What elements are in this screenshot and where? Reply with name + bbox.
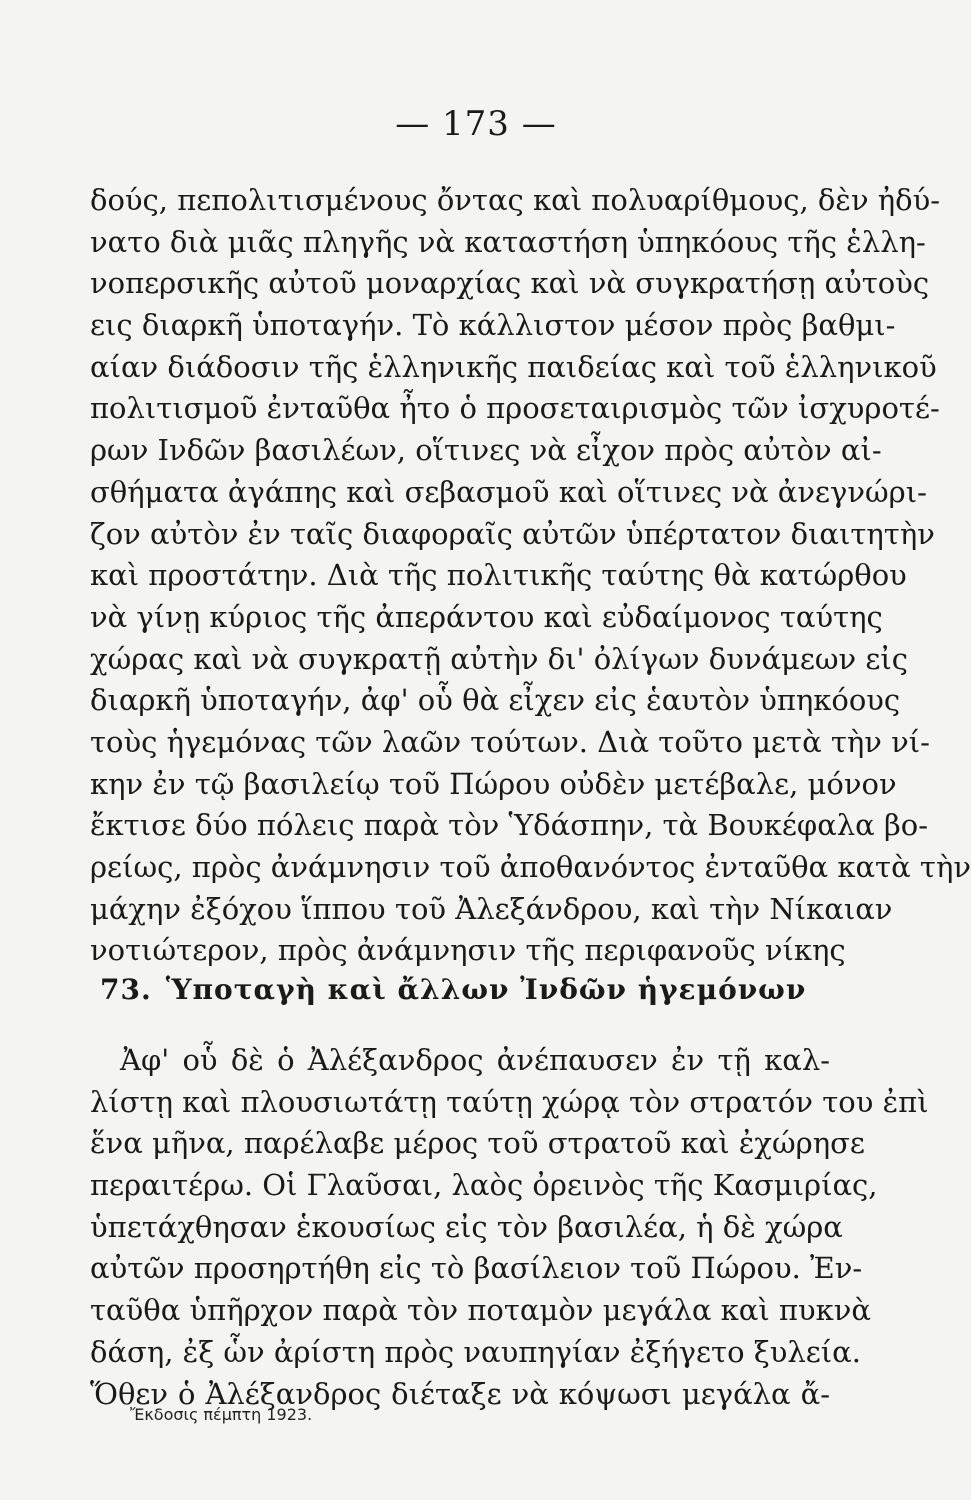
section-title: Ὑποταγὴ καὶ ἄλλων Ἰνδῶν ἡγεμόνων — [165, 973, 807, 1006]
text-line: δάση, ἐξ ὧν ἀρίστη πρὸς ναυπηγίαν ἐξήγετο ξυλεία. — [90, 1334, 861, 1369]
text-line: ἕνα μῆνα, παρέλαβε μέρος τοῦ στρατοῦ καὶ ἐχώρησε — [90, 1126, 865, 1161]
text-line: νατο διὰ μιᾶς πληγῆς νὰ καταστήση ὑπηκόους τῆς ἑλλη- — [90, 224, 926, 259]
text-line: δούς, πεπολιτισμένους ὄντας καὶ πολυαρίθμους, δὲν ἠδύ- — [90, 183, 941, 217]
text-line: λίστῃ καὶ πλουσιωτάτῃ ταύτῃ χώρᾳ τὸν στρατόν του ἐπὶ — [90, 1084, 929, 1119]
text-line: νὰ γίνῃ κύριος τῆς ἀπεράντου καὶ εὐδαίμονος ταύτης — [90, 599, 883, 634]
text-line: μάχην ἐξόχου ἵππου τοῦ Ἀλεξάνδρου, καὶ τὴν Νίκαιαν — [90, 891, 893, 926]
section-number: 73. — [100, 973, 152, 1006]
text-line: Ὅθεν ὁ Ἀλέξανδρος διέταξε νὰ κόψωσι μεγάλα ἄ- — [90, 1376, 830, 1411]
page-number: — 173 — — [395, 104, 557, 144]
text-line: καὶ προστάτην. Διὰ τῆς πολιτικῆς ταύτης θὰ κατώρθου — [90, 558, 907, 593]
text-line: τοὺς ἡγεμόνας τῶν λαῶν τούτων. Διὰ τοῦτο μετὰ τὴν νί- — [90, 724, 930, 759]
text-line: νοπερσικῆς αὐτοῦ μοναρχίας καὶ νὰ συγκρατήσῃ αὐτοὺς — [90, 266, 930, 301]
text-line: νοτιώτερον, πρὸς ἀνάμνησιν τῆς περιφανοῦς νίκης — [90, 933, 846, 968]
text-line: περαιτέρω. Οἱ Γλαῦσαι, λαὸς ὀρεινὸς τῆς Κασμιρίας, — [90, 1168, 878, 1203]
text-line: κην ἐν τῷ βασιλείῳ τοῦ Πώρου οὐδὲν μετέβαλε, μόνον — [90, 766, 897, 801]
text-line: ἔκτισε δύο πόλεις παρὰ τὸν Ὑδάσπην, τὰ Βουκέφαλα βο- — [90, 808, 928, 843]
text-line: αίαν διάδοσιν τῆς ἑλληνικῆς παιδείας καὶ τοῦ ἑλληνικοῦ — [90, 349, 937, 384]
text-line: ζον αὐτὸν ἐν ταῖς διαφοραῖς αὐτῶν ὑπέρτατον διαιτητὴν — [90, 516, 935, 551]
text-line: ταῦθα ὑπῆρχον παρὰ τὸν ποταμὸν μεγάλα καὶ πυκνὰ — [90, 1293, 871, 1328]
paragraph-2 — [90, 1040, 929, 1415]
text-line: ρείως, πρὸς ἀνάμνησιν τοῦ ἀποθανόντος ἐνταῦθα κατὰ τὴν — [90, 850, 971, 884]
text-line: πολιτισμοῦ ἐνταῦθα ἦτο ὁ προσεταιρισμὸς τῶν ἰσχυροτέ- — [90, 391, 940, 426]
section-heading — [100, 968, 820, 1012]
text-line: σθήματα ἀγάπης καὶ σεβασμοῦ καὶ οἵτινες νὰ ἀνεγνώρι- — [90, 474, 927, 509]
text-line: διαρκῆ ὑποταγήν, ἀφ' οὗ θὰ εἶχεν εἰς ἑαυτὸν ὑπηκόους — [90, 683, 901, 718]
footnote: Ἔκδοσις πέμπτη 1923. — [130, 1405, 313, 1424]
text-line: εις διαρκῆ ὑποταγήν. Τὸ κάλλιστον μέσον πρὸς βαθμι- — [90, 308, 896, 343]
text-line: Ἀφ' οὗ δὲ ὁ Ἀλέξανδρος ἀνέπαυσεν ἐν τῇ καλ- — [120, 1043, 830, 1077]
paragraph-1 — [90, 180, 971, 972]
text-line: ρων Ινδῶν βασιλέων, οἵτινες νὰ εἶχον πρὸς αὐτὸν αἰ- — [90, 433, 882, 468]
text-line: ὑπετάχθησαν ἑκουσίως εἰς τὸν βασιλέα, ἡ δὲ χώρα — [90, 1209, 843, 1244]
text-line: χώρας καὶ νὰ συγκρατῇ αὐτὴν δι' ὀλίγων δυνάμεων εἰς — [90, 641, 909, 676]
text-line: αὐτῶν προσηρτήθη εἰς τὸ βασίλειον τοῦ Πώρου. Ἐν- — [90, 1251, 863, 1286]
